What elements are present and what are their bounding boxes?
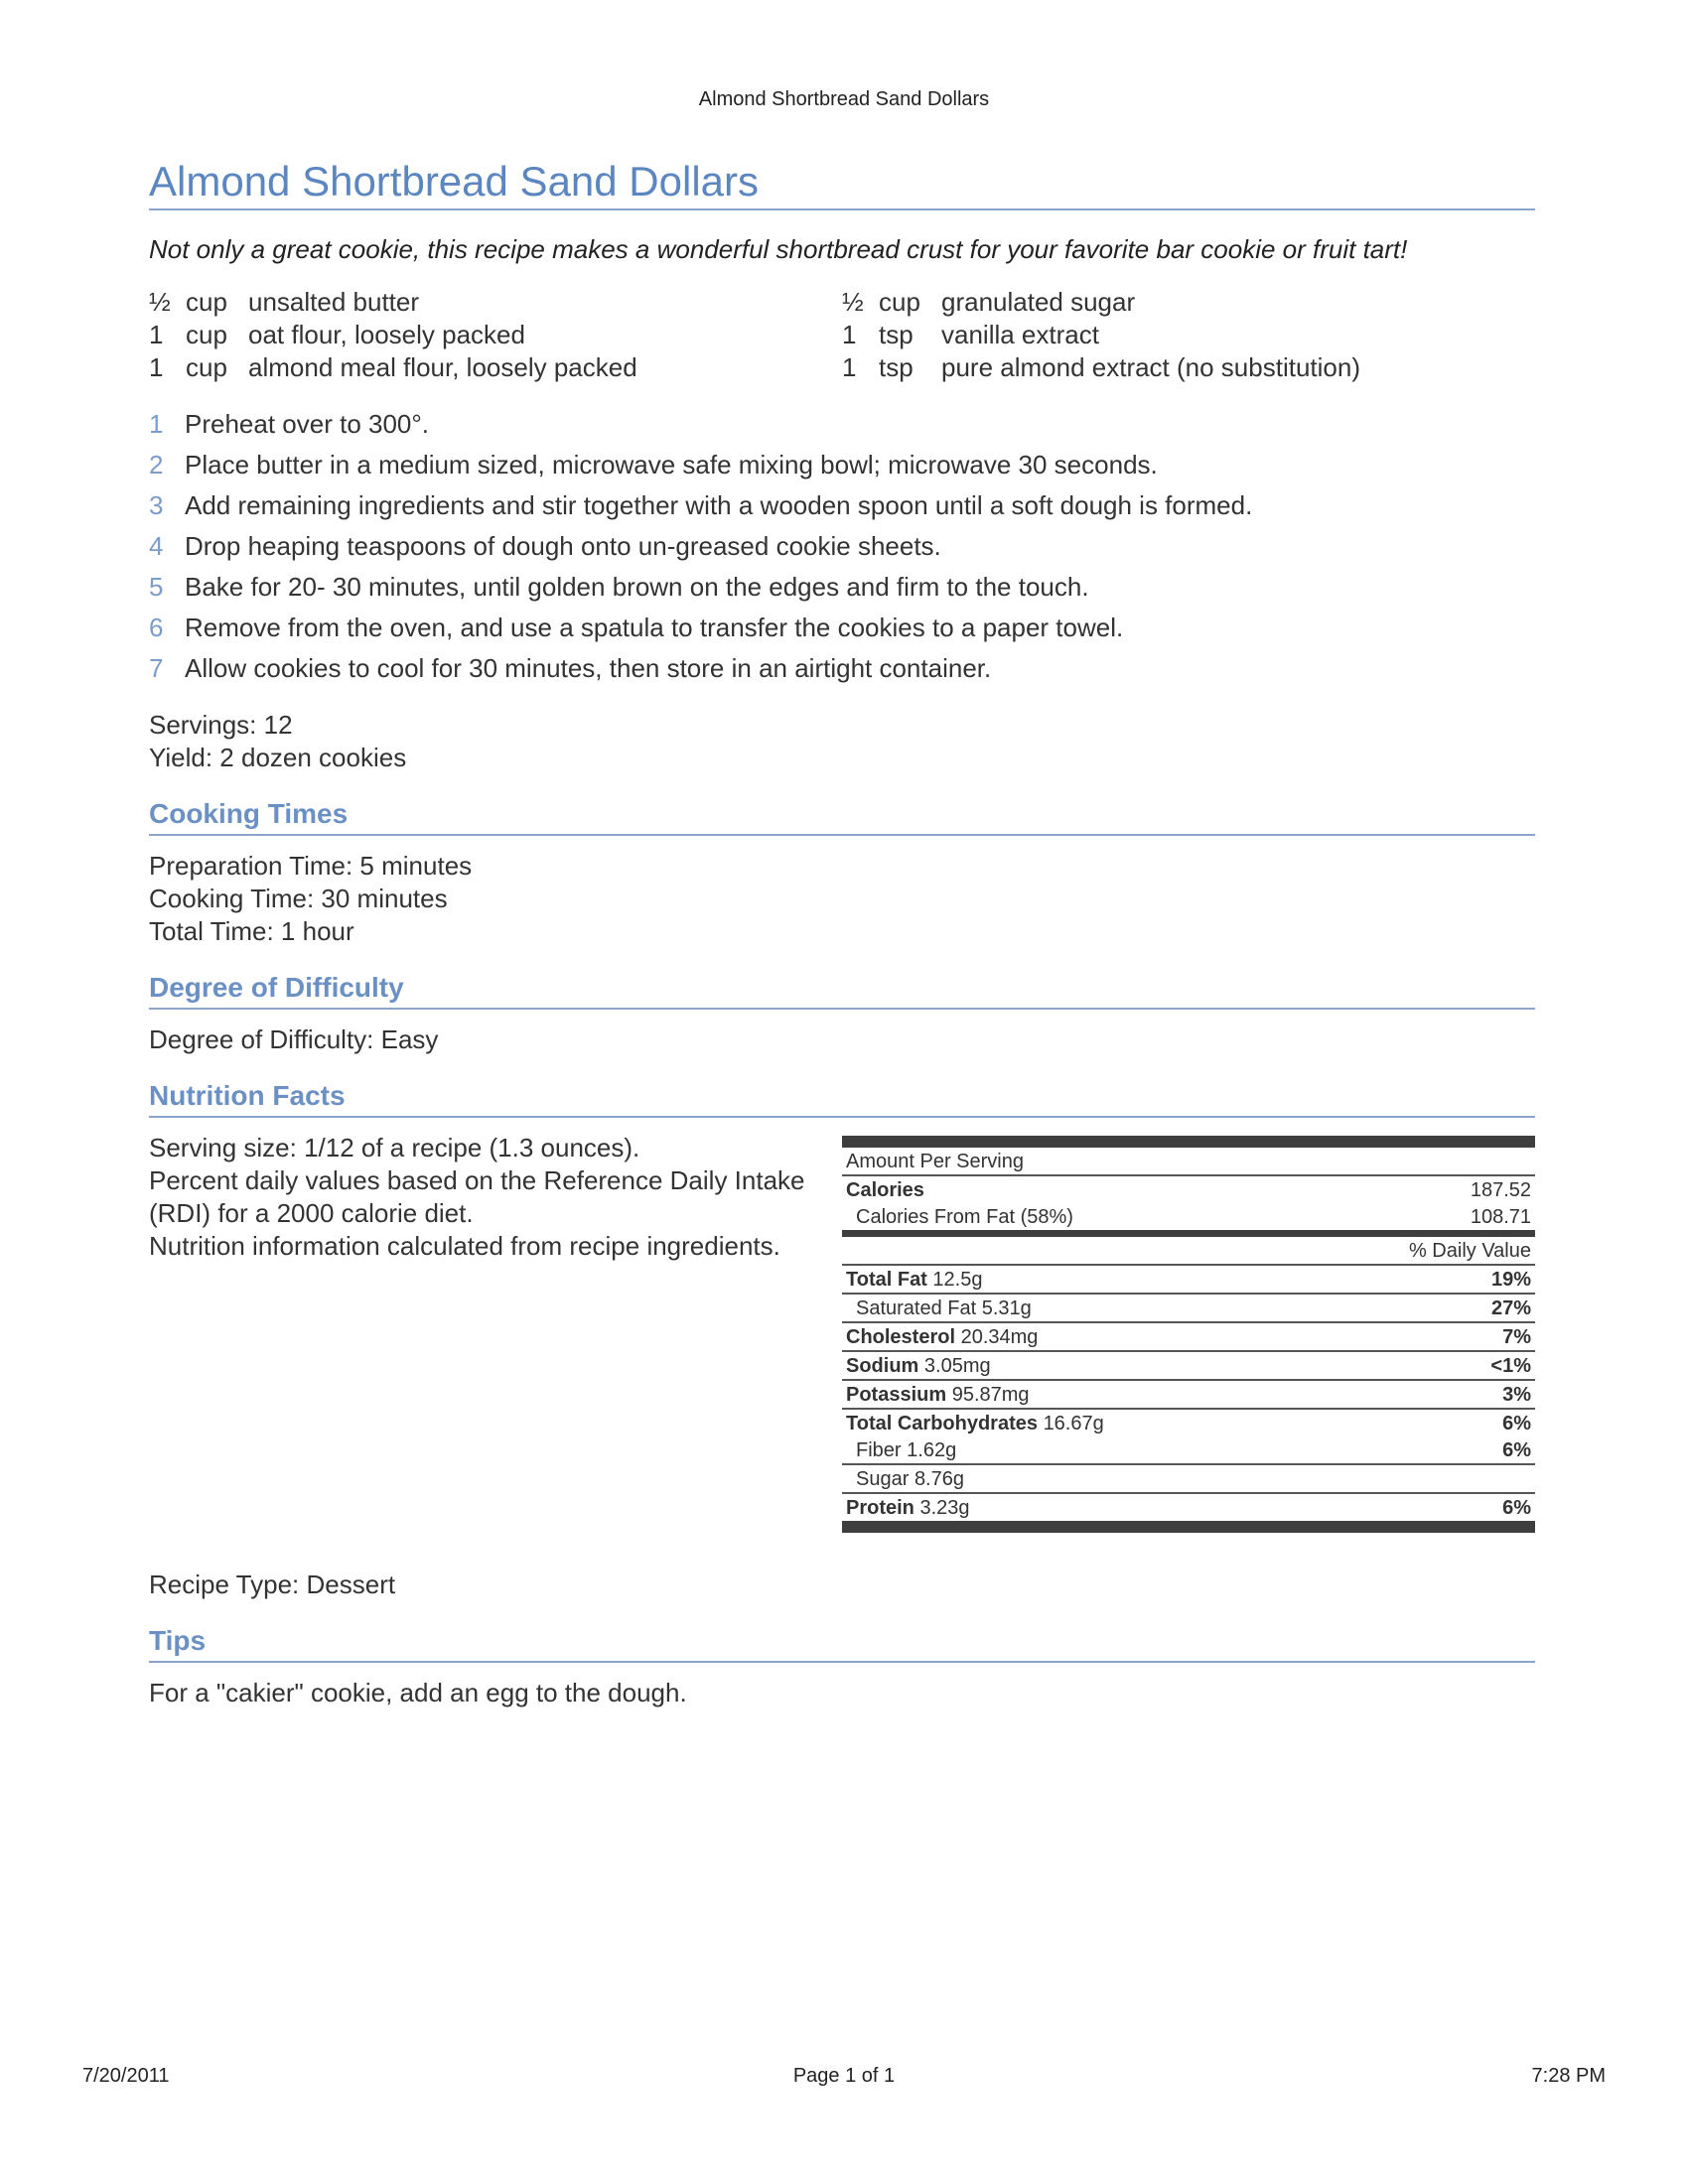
step-number: 7 (149, 653, 164, 683)
ingredients-column-right (842, 286, 1535, 384)
footer-page-number: Page 1 of 1 (792, 2065, 896, 2087)
amount-per-serving-label: Amount Per Serving (846, 1151, 1024, 1172)
step-text: Place butter in a medium sized, microwave safe mixing bowl; microwave 30 seconds. (185, 450, 1158, 479)
cooking-times-body (149, 850, 1535, 948)
ingredient-qty: 1 (149, 352, 164, 382)
nutrition-facts-table (842, 1136, 1535, 1533)
ingredient-row (149, 351, 842, 384)
nutrient-amount: 95.87mg (951, 1384, 1030, 1406)
serving-size-note: Serving size: 1/12 of a recipe (1.3 ounces). (149, 1133, 640, 1162)
nutrient-amount: 16.67g (1043, 1413, 1104, 1434)
ingredient-qty: 1 (149, 320, 164, 349)
direction-step (149, 404, 1535, 445)
calculation-note: Nutrition information calculated from recipe ingredients. (149, 1231, 780, 1261)
nutrient-label: Fiber (856, 1439, 902, 1461)
nutrient-label: Sodium (846, 1355, 919, 1377)
nutrient-row-sugar (842, 1465, 1535, 1494)
cooking-times-heading: Cooking Times (149, 796, 1535, 836)
calories-from-fat-row (842, 1203, 1535, 1230)
nutrient-percent: 6% (1502, 1497, 1531, 1519)
step-text: Bake for 20- 30 minutes, until golden brown on the edges and firm to the touch. (185, 572, 1089, 602)
nutrient-label: Total Fat (846, 1269, 927, 1291)
step-number: 4 (149, 531, 164, 561)
nutrient-row-total-carbohydrates (842, 1410, 1535, 1436)
difficulty-heading: Degree of Difficulty (149, 970, 1535, 1010)
calories-row (842, 1176, 1535, 1203)
nutrient-row-protein (842, 1494, 1535, 1521)
recipe-content (149, 157, 1535, 1709)
calories-from-fat-label: Calories From Fat (58%) (856, 1206, 1073, 1228)
nutrient-percent: 7% (1502, 1326, 1531, 1348)
nutrition-notes (149, 1132, 824, 1533)
yield: Yield: 2 dozen cookies (149, 743, 407, 772)
step-text: Preheat over to 300°. (185, 409, 429, 439)
nutrient-amount: 8.76g (914, 1468, 964, 1490)
ingredient-row (842, 319, 1535, 351)
nutrition-heading: Nutrition Facts (149, 1078, 1535, 1118)
nutrient-amount: 5.31g (981, 1297, 1032, 1319)
direction-step (149, 648, 1535, 689)
footer-time: 7:28 PM (1531, 2065, 1606, 2087)
nutrient-row-fiber (842, 1436, 1535, 1465)
servings: Servings: 12 (149, 710, 293, 740)
nutrient-percent: 19% (1490, 1269, 1531, 1291)
nutrition-section (149, 1132, 1535, 1533)
step-number: 5 (149, 572, 164, 602)
direction-step (149, 445, 1535, 485)
footer-date: 7/20/2011 (82, 2065, 170, 2087)
ingredient-name: oat flour, loosely packed (248, 320, 525, 349)
servings-yield (149, 709, 1535, 774)
nutrient-amount: 3.05mg (923, 1355, 991, 1377)
step-text: Allow cookies to cool for 30 minutes, then store in an airtight container. (185, 653, 992, 683)
ingredient-unit: tsp (879, 320, 914, 349)
directions-list (149, 404, 1535, 689)
nutrient-percent: 27% (1490, 1297, 1531, 1319)
nutrient-label: Saturated Fat (856, 1297, 977, 1319)
ingredient-name: granulated sugar (941, 287, 1136, 317)
step-text: Remove from the oven, and use a spatula to transfer the cookies to a paper towel. (185, 613, 1124, 642)
running-header-title: Almond Shortbread Sand Dollars (698, 88, 990, 110)
step-text: Drop heaping teaspoons of dough onto un-greased cookie sheets. (185, 531, 941, 561)
ingredient-qty: 1 (842, 352, 857, 382)
nutrient-percent: 3% (1502, 1384, 1531, 1406)
ingredient-row (149, 319, 842, 351)
nutrient-percent: <1% (1490, 1355, 1531, 1377)
table-bottom-bar (842, 1521, 1535, 1533)
ingredient-qty: ½ (149, 287, 171, 317)
ingredient-unit: cup (186, 287, 227, 317)
amount-per-serving-row (842, 1148, 1535, 1176)
direction-step (149, 485, 1535, 526)
nutrient-label: Protein (846, 1497, 914, 1519)
nutrient-percent: 6% (1502, 1413, 1531, 1434)
direction-step (149, 526, 1535, 567)
nutrient-label: Total Carbohydrates (846, 1413, 1038, 1434)
ingredients-column-left (149, 286, 842, 384)
total-time: Total Time: 1 hour (149, 916, 354, 946)
ingredient-unit: cup (186, 352, 227, 382)
step-number: 3 (149, 490, 164, 520)
calories-value: 187.52 (1470, 1179, 1531, 1201)
step-number: 2 (149, 450, 164, 479)
ingredient-name: unsalted butter (248, 287, 420, 317)
ingredient-unit: cup (186, 320, 227, 349)
nutrient-label: Cholesterol (846, 1326, 956, 1348)
ingredient-unit: cup (879, 287, 920, 317)
prep-time: Preparation Time: 5 minutes (149, 851, 473, 881)
nutrient-percent: 6% (1502, 1439, 1531, 1461)
table-top-bar (842, 1136, 1535, 1148)
daily-value-header-row (842, 1237, 1535, 1266)
daily-value-header: % Daily Value (1408, 1240, 1531, 1262)
ingredient-name: pure almond extract (no substitution) (941, 352, 1360, 382)
nutrient-amount: 3.23g (919, 1497, 970, 1519)
difficulty-body (149, 1024, 1535, 1056)
tips-body (149, 1677, 1535, 1709)
tips-text: For a "cakier" cookie, add an egg to the dough. (149, 1678, 687, 1707)
ingredient-name: almond meal flour, loosely packed (248, 352, 637, 382)
table-mid-bar (842, 1230, 1535, 1237)
nutrient-row-potassium (842, 1381, 1535, 1410)
step-number: 6 (149, 613, 164, 642)
recipe-title: Almond Shortbread Sand Dollars (149, 157, 1535, 210)
direction-step (149, 608, 1535, 648)
ingredients-list (149, 286, 1535, 384)
cook-time: Cooking Time: 30 minutes (149, 884, 448, 913)
step-number: 1 (149, 409, 164, 439)
nutrient-row-total-fat (842, 1266, 1535, 1295)
ingredient-unit: tsp (879, 352, 914, 382)
ingredient-row (842, 286, 1535, 319)
calories-from-fat-value: 108.71 (1470, 1206, 1531, 1228)
ingredient-row (842, 351, 1535, 384)
recipe-type: Recipe Type: Dessert (149, 1570, 396, 1599)
ingredient-qty: 1 (842, 320, 857, 349)
nutrient-amount: 20.34mg (960, 1326, 1039, 1348)
step-text: Add remaining ingredients and stir together with a wooden spoon until a soft dough is formed. (185, 490, 1253, 520)
difficulty-text: Degree of Difficulty: Easy (149, 1024, 439, 1054)
ingredient-qty: ½ (842, 287, 864, 317)
ingredient-row (149, 286, 842, 319)
direction-step (149, 567, 1535, 608)
nutrient-label: Sugar (856, 1468, 910, 1490)
nutrient-row-sodium (842, 1352, 1535, 1381)
nutrient-row-saturated-fat (842, 1295, 1535, 1323)
rdi-note: Percent daily values based on the Reference Daily Intake (RDI) for a 2000 calorie diet. (149, 1165, 805, 1228)
nutrient-row-cholesterol (842, 1323, 1535, 1352)
ingredient-name: vanilla extract (941, 320, 1099, 349)
calories-label: Calories (846, 1179, 924, 1201)
recipe-description: Not only a great cookie, this recipe makes a wonderful shortbread crust for your favorite bar cookie or fruit tart! (149, 234, 1408, 264)
nutrient-amount: 1.62g (907, 1439, 957, 1461)
tips-heading: Tips (149, 1623, 1535, 1663)
nutrient-label: Potassium (846, 1384, 947, 1406)
nutrient-amount: 12.5g (932, 1269, 983, 1291)
